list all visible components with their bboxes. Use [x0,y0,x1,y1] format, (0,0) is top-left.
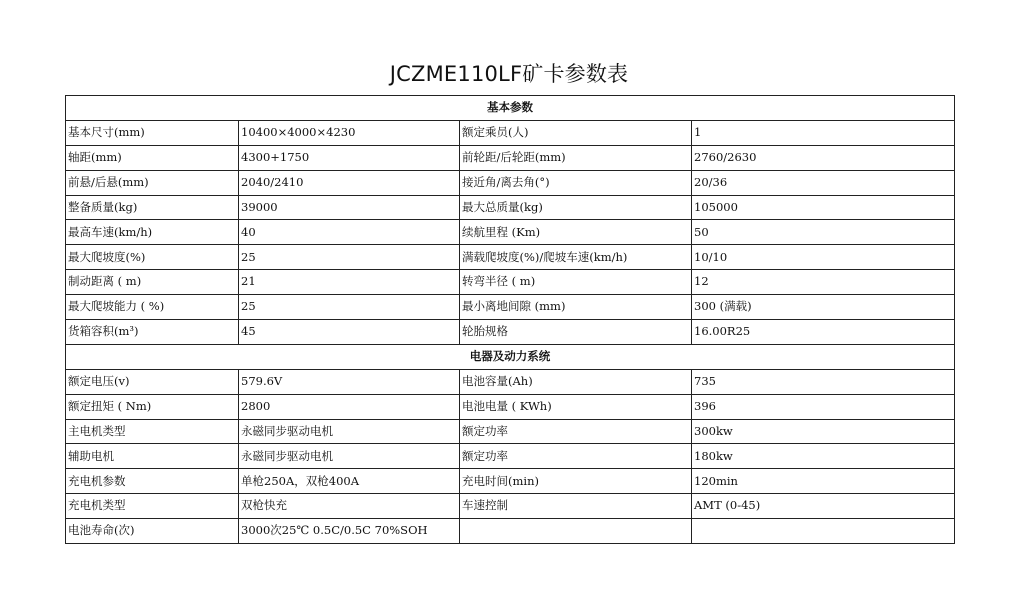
param-value-cell: 2800 [239,394,460,419]
param-value-cell: 永磁同步驱动电机 [239,419,460,444]
param-label-cell: 续航里程 (Km) [460,220,692,245]
table-row [66,245,955,270]
param-label-cell: 转弯半径 ( m) [460,270,692,295]
spec-table-body [66,96,955,544]
param-label-cell: 电池电量 ( KWh) [460,394,692,419]
spec-table [65,95,955,544]
param-value-cell: 永磁同步驱动电机 [239,444,460,469]
param-label-cell: 最高车速(km/h) [66,220,239,245]
table-row [66,170,955,195]
section-heading: 基本参数 [66,96,955,121]
table-row [66,295,955,320]
param-label-cell: 车速控制 [460,494,692,519]
param-label-cell: 最大爬坡度(%) [66,245,239,270]
param-label-cell: 轮胎规格 [460,320,692,345]
param-label-cell: 电池容量(Ah) [460,369,692,394]
param-value-cell [692,519,955,544]
param-value-cell: 2760/2630 [692,145,955,170]
param-label-cell [460,519,692,544]
param-label-cell: 满载爬坡度(%)/爬坡车速(km/h) [460,245,692,270]
param-value-cell: 12 [692,270,955,295]
param-value-cell: 40 [239,220,460,245]
param-value-cell: 45 [239,320,460,345]
param-value-cell: 21 [239,270,460,295]
param-value-cell: 16.00R25 [692,320,955,345]
table-row [66,320,955,345]
param-label-cell: 最大爬坡能力 ( %) [66,295,239,320]
param-value-cell: 300kw [692,419,955,444]
param-value-cell: 1 [692,120,955,145]
param-label-cell: 额定电压(v) [66,369,239,394]
param-label-cell: 主电机类型 [66,419,239,444]
page-title: JCZME110LF矿卡参数表 [389,62,629,86]
table-row [66,394,955,419]
param-value-cell: 105000 [692,195,955,220]
section-header-row [66,96,955,121]
table-row [66,369,955,394]
param-value-cell: 39000 [239,195,460,220]
param-label-cell: 基本尺寸(mm) [66,120,239,145]
param-label-cell: 前悬/后悬(mm) [66,170,239,195]
table-row [66,270,955,295]
param-value-cell: 10/10 [692,245,955,270]
param-label-cell: 额定功率 [460,419,692,444]
table-row [66,444,955,469]
param-value-cell: 2040/2410 [239,170,460,195]
table-row [66,220,955,245]
param-label-cell: 充电机类型 [66,494,239,519]
param-value-cell: 双枪快充 [239,494,460,519]
param-value-cell: 25 [239,245,460,270]
param-label-cell: 额定扭矩 ( Nm) [66,394,239,419]
param-label-cell: 轴距(mm) [66,145,239,170]
param-value-cell: 735 [692,369,955,394]
table-row [66,195,955,220]
param-value-cell: 396 [692,394,955,419]
param-label-cell: 充电时间(min) [460,469,692,494]
param-value-cell: 3000次25℃ 0.5C/0.5C 70%SOH [239,519,460,544]
param-value-cell: AMT (0-45) [692,494,955,519]
param-value-cell: 10400×4000×4230 [239,120,460,145]
param-label-cell: 额定乘员(人) [460,120,692,145]
table-row [66,145,955,170]
param-label-cell: 最小离地间隙 (mm) [460,295,692,320]
table-row [66,120,955,145]
param-label-cell: 额定功率 [460,444,692,469]
section-heading: 电器及动力系统 [66,344,955,369]
param-label-cell: 前轮距/后轮距(mm) [460,145,692,170]
param-label-cell: 充电机参数 [66,469,239,494]
param-label-cell: 最大总质量(kg) [460,195,692,220]
param-label-cell: 电池寿命(次) [66,519,239,544]
table-row [66,419,955,444]
table-row [66,469,955,494]
param-label-cell: 辅助电机 [66,444,239,469]
param-value-cell: 单枪250A，双枪400A [239,469,460,494]
param-label-cell: 制动距离 ( m) [66,270,239,295]
param-label-cell: 整备质量(kg) [66,195,239,220]
section-header-row [66,344,955,369]
param-value-cell: 300 (满载) [692,295,955,320]
param-value-cell: 120min [692,469,955,494]
param-value-cell: 579.6V [239,369,460,394]
param-label-cell: 接近角/离去角(°) [460,170,692,195]
param-label-cell: 货箱容积(m³) [66,320,239,345]
param-value-cell: 25 [239,295,460,320]
table-row [66,494,955,519]
param-value-cell: 180kw [692,444,955,469]
table-row [66,519,955,544]
param-value-cell: 50 [692,220,955,245]
param-value-cell: 20/36 [692,170,955,195]
param-value-cell: 4300+1750 [239,145,460,170]
